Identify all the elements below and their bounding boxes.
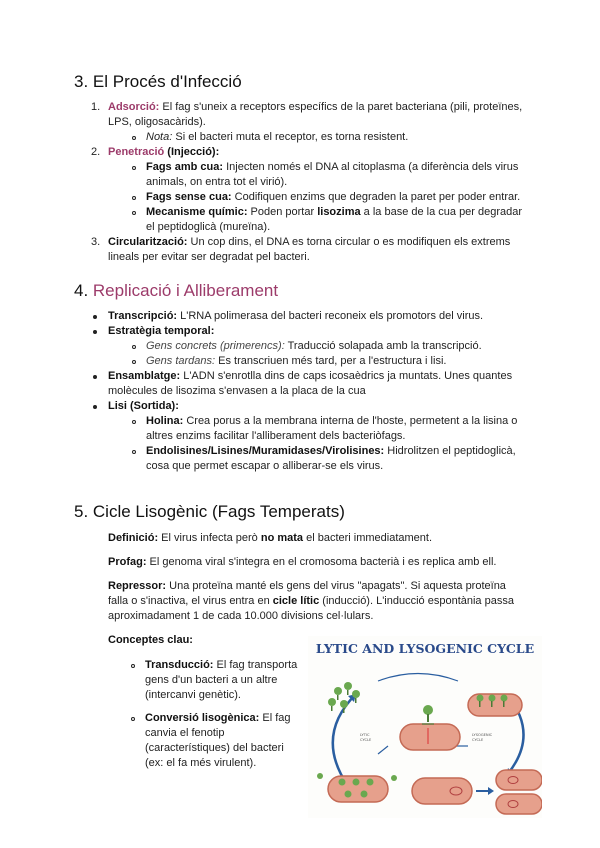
circle-bullet	[131, 717, 135, 721]
definition-paragraph	[108, 531, 432, 546]
bullet-item	[108, 324, 214, 339]
bacterium-cell	[496, 770, 542, 790]
para-text: el bacteri immediatament.	[303, 532, 433, 544]
circle-bullet	[132, 360, 136, 364]
bold-term: cicle lític	[272, 595, 320, 607]
sub-text: (intercanvi genètic).	[145, 689, 241, 701]
sub-item	[146, 190, 520, 205]
sub-label: Gens concrets (primerencs):	[146, 340, 285, 352]
figure-title: LYTIC AND LYSOGENIC CYCLE	[315, 641, 535, 656]
item-text: molècules de lisozima s'envasen a la placa de la cua	[108, 385, 366, 397]
para-label: Definició:	[108, 532, 159, 544]
sub-text: gens d'un bacteri a un altre	[145, 674, 278, 686]
item-text: L'ADN s'enrotlla dins de caps icosaèdrics ja muntats. Unes quantes	[180, 370, 513, 382]
lytic-label: CYCLE	[360, 738, 372, 742]
concepts-heading	[108, 633, 193, 648]
para-label: Repressor:	[108, 580, 167, 592]
para-text: falla o s'inactiva, el virus entra en	[108, 595, 273, 607]
sub-text: a la base de la cua per degradar	[360, 206, 523, 218]
section-3-title: 3. El Procés d'Infecció	[74, 72, 242, 91]
sub-text: el peptidoglicà (mureïna).	[146, 221, 271, 233]
sub-text: Codifiquen enzims que degraden la paret per poder entrar.	[231, 191, 521, 203]
sub-label: Endolisines/Lisines/Muramidases/Virolisines:	[146, 445, 385, 457]
sub-item	[146, 444, 556, 474]
bullet	[93, 330, 97, 334]
bullet-item	[108, 369, 548, 399]
sub-text: canvia el fenotip	[145, 727, 225, 739]
section-number: 4.	[74, 281, 93, 300]
lytic-label: LYTIC	[360, 733, 370, 737]
sub-item	[146, 354, 446, 369]
lysogenic-label: CYCLE	[472, 738, 484, 742]
item-label: Adsorció:	[108, 101, 160, 113]
sub-text: Hidrolitzen el peptidoglicà,	[384, 445, 516, 457]
bacterium-cell	[400, 724, 460, 750]
section-4-title	[74, 281, 278, 301]
sub-text: Traducció solapada amb la transcripció.	[284, 340, 482, 352]
sub-label: Gens tardans:	[146, 355, 216, 367]
item-text: lineals per evitar ser degradat pel bacteri.	[108, 251, 310, 263]
sub-item	[146, 414, 546, 444]
concept-item-transduccio	[145, 658, 305, 703]
arrow-head	[488, 787, 494, 795]
sub-label: Transducció:	[145, 659, 214, 671]
lysogenic-label: LYSOGENIC	[472, 733, 493, 737]
sub-text: (ex: el fa més virulent).	[145, 757, 257, 769]
circle-bullet	[132, 196, 136, 200]
sub-label: Holina:	[146, 415, 184, 427]
bold-term: lisozima	[317, 206, 361, 218]
item-label: Ensamblatge:	[108, 370, 181, 382]
section-5-title: 5. Cicle Lisogènic (Fags Temperats)	[74, 502, 345, 521]
list-item-circularitzacio	[108, 235, 548, 265]
profag-paragraph	[108, 555, 496, 570]
section-title-text: Replicació i Alliberament	[92, 281, 279, 300]
circle-bullet	[132, 420, 136, 424]
para-label: Profag:	[108, 556, 147, 568]
lytic-lysogenic-figure	[308, 636, 542, 818]
circle-bullet	[132, 166, 136, 170]
list-item-penetracio	[108, 145, 219, 160]
cycle-diagram	[308, 636, 542, 818]
sub-text: El fag transporta	[213, 659, 298, 671]
circle-bullet	[132, 211, 136, 215]
note-label: Nota:	[146, 131, 173, 143]
item-label: Transcripció:	[108, 310, 178, 322]
bullet-item	[108, 399, 179, 414]
list-item-adsorcio	[108, 100, 548, 130]
repressor-paragraph	[108, 579, 548, 624]
para-label: Conceptes clau:	[108, 634, 193, 646]
note-text: Si el bacteri muta el receptor, es torna resistent.	[172, 131, 409, 143]
sub-text: Injecten només el DNA al citoplasma (a diferència dels virus	[223, 161, 519, 173]
item-label: Lisi (Sortida):	[108, 400, 179, 412]
item-label: Penetració	[108, 146, 165, 158]
para-text: Una proteïna manté els gens del virus "apagats". Si aquesta proteïna	[166, 580, 506, 592]
sub-text: (característiques) del bacteri	[145, 742, 284, 754]
bullet	[93, 315, 97, 319]
phage-cluster-icon	[328, 682, 360, 713]
para-text: (inducció). L'inducció espontània passa	[319, 595, 514, 607]
sub-item	[146, 339, 482, 354]
sub-item	[146, 160, 546, 190]
item-label: Estratègia temporal:	[108, 325, 215, 337]
item-text: Un cop dins, el DNA es torna circular o es modifiquen els extrems	[187, 236, 511, 248]
circle-bullet	[132, 136, 136, 140]
item-text: L'RNA polimerasa del bacteri reconeix els promotors del virus.	[177, 310, 484, 322]
circle-bullet	[132, 345, 136, 349]
concept-item-conversio	[145, 711, 305, 771]
arrow-line	[378, 746, 388, 754]
sub-label: Fags amb cua:	[146, 161, 224, 173]
sub-label: Conversió lisogènica:	[145, 712, 260, 724]
bold-term: no mata	[260, 532, 304, 544]
sub-text: Poden portar	[247, 206, 318, 218]
sub-text: altres enzims facilitar l'alliberament dels bacteriòfags.	[146, 430, 406, 442]
list-number: 3.	[91, 236, 101, 248]
bacterium-cell	[496, 794, 542, 814]
sub-text: Crea porus a la membrana interna de l'hoste, permetent a la lisina o	[183, 415, 518, 427]
bullet-item	[108, 309, 483, 324]
bacterium-cell	[412, 778, 472, 804]
sub-item	[146, 205, 546, 235]
list-number: 1.	[91, 101, 101, 113]
sub-text: El fag	[259, 712, 291, 724]
sub-label: Fags sense cua:	[146, 191, 232, 203]
para-text: El virus infecta però	[158, 532, 261, 544]
curved-arrow	[378, 674, 458, 682]
list-number: 2.	[91, 146, 101, 158]
item-text: El fag s'uneix a receptors específics de la paret bacteriana (pili, proteïnes,	[159, 101, 523, 113]
sub-text: Es transcriuen més tard, per a l'estructura i lisi.	[215, 355, 447, 367]
item-label: Circularització:	[108, 236, 188, 248]
circle-bullet	[132, 450, 136, 454]
para-text: aproximadament 1 de cada 10.000 divisions cel·lulars.	[108, 610, 374, 622]
item-label-suffix: (Injecció):	[164, 146, 220, 158]
note-item	[146, 130, 408, 145]
para-text: El genoma viral s'integra en el cromosoma bacterià i es replica amb ell.	[146, 556, 497, 568]
bullet	[93, 405, 97, 409]
sub-text: animals, on entra tot el virió).	[146, 176, 288, 188]
sub-text: cosa que permet escapar o alliberar-se els virus.	[146, 460, 384, 472]
item-text: LPS, oligosacàrids).	[108, 116, 206, 128]
bullet	[93, 375, 97, 379]
circle-bullet	[131, 664, 135, 668]
phage-icon	[422, 705, 434, 724]
sub-label: Mecanisme químic:	[146, 206, 248, 218]
